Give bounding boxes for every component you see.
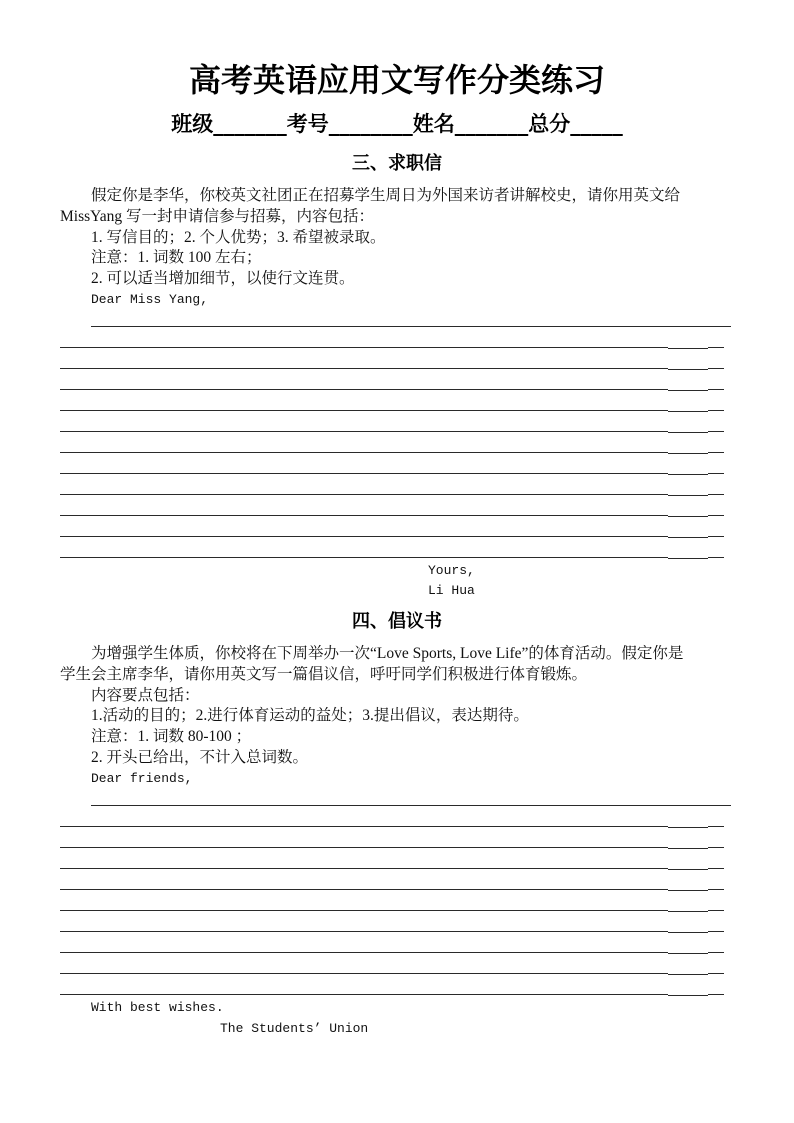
total-score-label: 总分 [528,112,571,136]
exam-number-label: 考号 [286,112,329,136]
requirement-line: 1. 写信目的；2. 个人优势；3. 希望被录取。 [91,228,386,246]
requirement-line: 1.活动的目的；2.进行体育运动的益处；3.提出倡议，表达期待。 [91,707,529,725]
writing-line-segment [60,994,668,995]
exam-number-blank: ________ [328,112,413,136]
writing-line [60,474,740,495]
requirement-line: 2. 可以适当增加细节，以使行文连贯。 [91,270,355,288]
prompt-line: 为增强学生体质，你校将在下周举办一次“Love Sports, Love Life”的体育活动。假定你是 [91,645,684,662]
writing-line [60,495,740,516]
writing-area [60,306,740,558]
writing-line-segment [708,994,724,995]
name-blank: _______ [454,112,529,136]
signature: The Students’ Union [220,1021,369,1036]
writing-line [60,932,740,953]
section-heading-proposal: 四、倡议书 [352,611,442,632]
writing-line-first [60,785,740,806]
writing-line [60,974,740,995]
writing-line [60,390,740,411]
proposal-prompt [60,644,740,790]
name-label: 姓名 [412,112,455,136]
closing: Yours, [428,563,475,578]
signature: Li Hua [428,583,475,598]
salutation: Dear friends, [91,770,193,786]
writing-line [60,911,740,932]
student-info-line [0,112,794,136]
section-heading-job-application: 三、求职信 [352,153,442,174]
writing-line [60,848,740,869]
writing-line [60,869,740,890]
requirement-line: 注意：1. 词数 100 左右； [91,249,262,267]
writing-line [60,327,740,348]
writing-area [60,785,740,995]
prompt-line: MissYang 写一封申请信参与招募，内容包括： [60,207,375,225]
salutation: Dear Miss Yang, [91,291,209,307]
prompt-line: 假定你是李华，你校英文社团正在招募学生周日为外国来访者讲解校史，请你用英文给 [91,187,681,204]
total-score-blank: _____ [570,112,623,136]
writing-line [60,516,740,537]
job-application-prompt [60,186,740,311]
writing-line-segment [708,557,724,558]
writing-line [60,953,740,974]
writing-line [60,432,740,453]
writing-line [60,827,740,848]
writing-line [60,411,740,432]
class-blank: _______ [213,112,287,136]
writing-line [60,890,740,911]
writing-line [60,537,740,558]
writing-line-segment [668,995,708,996]
requirement-line: 内容要点包括： [91,686,200,704]
writing-line [60,806,740,827]
writing-line [60,369,740,390]
class-label: 班级 [171,112,214,136]
writing-line [60,453,740,474]
writing-line [60,348,740,369]
writing-line-segment [668,558,708,559]
worksheet-title: 高考英语应用文写作分类练习 [188,61,605,99]
requirement-line: 注意：1. 词数 80-100 ； [91,728,252,746]
writing-line-first [60,306,740,327]
prompt-line: 学生会主席李华，请你用英文写一篇倡议信，呼吁同学们积极进行体育锻炼。 [60,665,588,683]
writing-line-segment [60,557,668,558]
requirement-line: 2. 开头已给出，不计入总词数。 [91,748,309,766]
closing: With best wishes. [91,1000,224,1015]
